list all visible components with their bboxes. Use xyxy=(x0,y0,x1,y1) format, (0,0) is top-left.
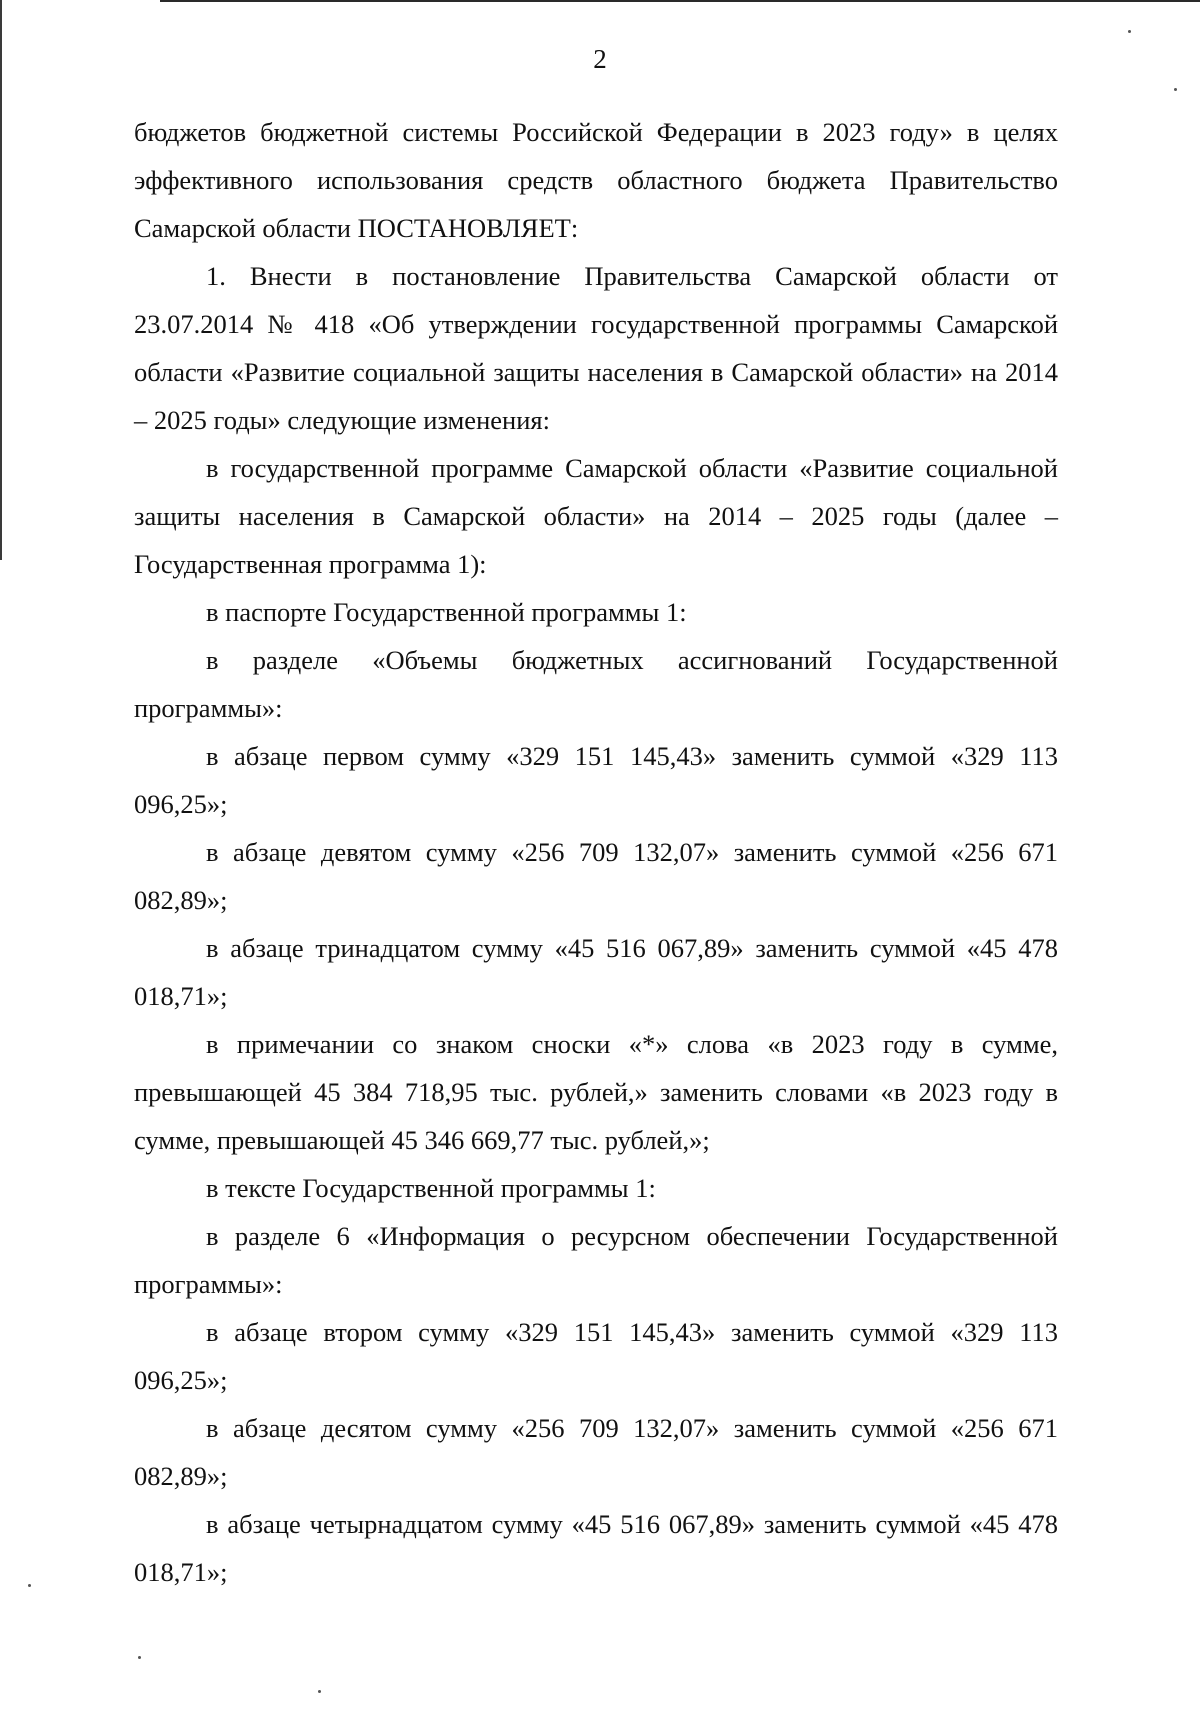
document-body xyxy=(134,108,1058,1596)
scan-speck xyxy=(1174,88,1177,91)
paragraph-amendment: в абзаце первом сумму «329 151 145,43» заменить суммой «329 113 096,25»; xyxy=(134,741,1058,819)
scan-speck xyxy=(28,1584,31,1587)
paragraph-amendment: в абзаце десятом сумму «256 709 132,07» заменить суммой «256 671 082,89»; xyxy=(134,1413,1058,1491)
paragraph-continuation: бюджетов бюджетной системы Российской Федерации в 2023 году» в целях эффективного использования средств областного бюджета Правительство Самарской области ПОСТАНОВЛЯЕТ: xyxy=(134,117,1058,243)
paragraph-state-program: в государственной программе Самарской области «Развитие социальной защиты населения в Самарской области» на 2014 – 2025 годы (далее – Государственная программа 1): xyxy=(134,453,1058,579)
scan-speck xyxy=(138,1656,141,1659)
paragraph-footnote-amendment: в примечании со знаком сноски «*» слова «в 2023 году в сумме, превышающей 45 384 718,95 тыс. рублей,» заменить словами «в 2023 году в сумме, превышающей 45 346 669,77 тыс. рублей,»; xyxy=(134,1029,1058,1155)
scan-edge-left xyxy=(0,0,2,560)
paragraph-amendment: в абзаце втором сумму «329 151 145,43» заменить суммой «329 113 096,25»; xyxy=(134,1317,1058,1395)
paragraph-program-text: в тексте Государственной программы 1: xyxy=(206,1173,656,1203)
paragraph-amendment: в абзаце девятом сумму «256 709 132,07» заменить суммой «256 671 082,89»; xyxy=(134,837,1058,915)
scan-speck xyxy=(318,1690,321,1693)
scan-edge-top xyxy=(160,0,1200,2)
paragraph-item-1: 1. Внести в постановление Правительства Самарской области от 23.07.2014 № 418 «Об утверждении государственной программы Самарской области «Развитие социальной защиты населения в Самарской области» на 2014 – 2025 годы» следующие изменения: xyxy=(134,261,1058,435)
paragraph-amendment: в абзаце четырнадцатом сумму «45 516 067,89» заменить суммой «45 478 018,71»; xyxy=(134,1509,1058,1587)
paragraph-section-6: в разделе 6 «Информация о ресурсном обеспечении Государственной программы»: xyxy=(134,1221,1058,1299)
page-number: 2 xyxy=(593,44,607,74)
paragraph-budget-section: в разделе «Объемы бюджетных ассигнований Государственной программы»: xyxy=(134,645,1058,723)
paragraph-amendment: в абзаце тринадцатом сумму «45 516 067,89» заменить суммой «45 478 018,71»; xyxy=(134,933,1058,1011)
scan-speck xyxy=(1128,30,1131,33)
paragraph-passport: в паспорте Государственной программы 1: xyxy=(206,597,687,627)
